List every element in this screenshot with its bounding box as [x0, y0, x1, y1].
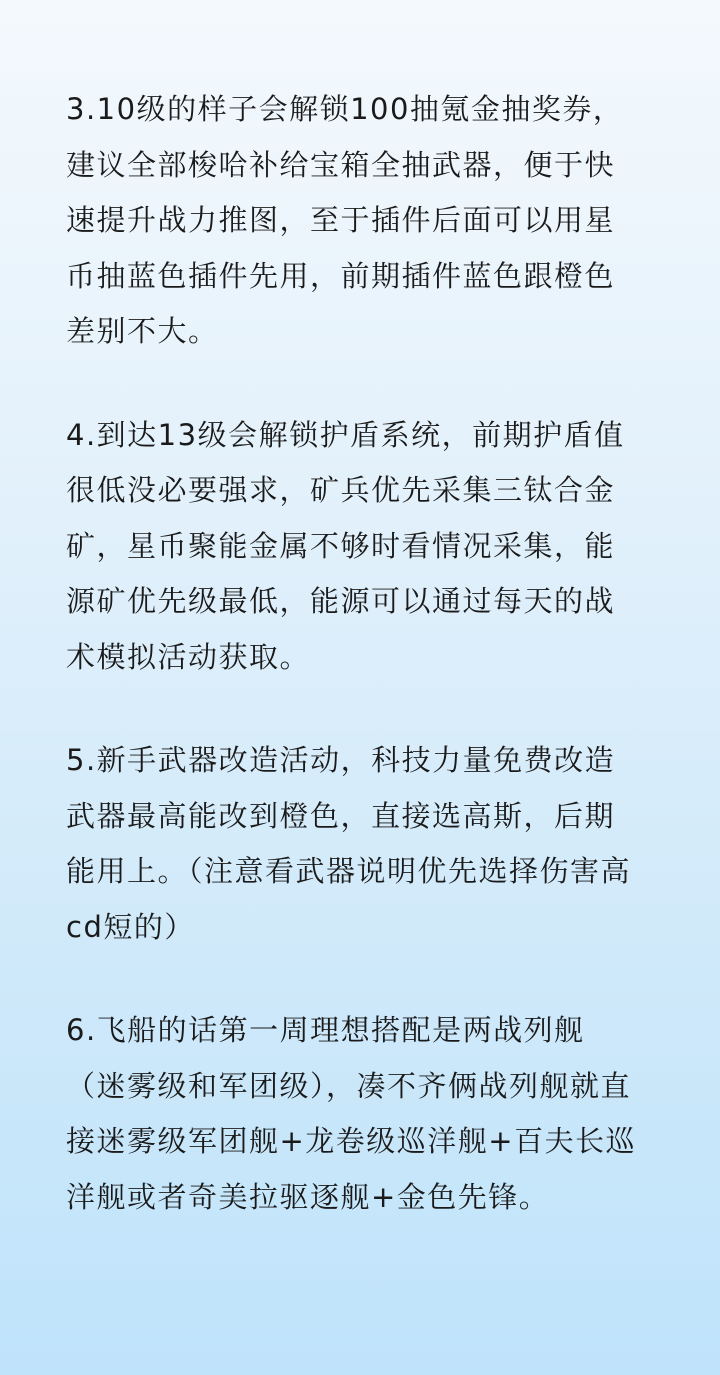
tip-paragraph-6: 6.飞船的话第一周理想搭配是两战列舰 （迷雾级和军团级），凑不齐俩战列舰就直 接迷雾级军团舰+龙卷级巡洋舰+百夫长巡 洋舰或者奇美拉驱逐舰+金色先锋。	[66, 1013, 637, 1214]
tips-article	[66, 82, 666, 1273]
tip-paragraph-3: 3.10级的样子会解锁100抽氪金抽奖券， 建议全部梭哈补给宝箱全抽武器，便于快 速提升战力推图，至于插件后面可以用星 币抽蓝色插件先用，前期插件蓝色跟橙色 差别不大。	[66, 92, 624, 348]
tip-paragraph-4: 4.到达13级会解锁护盾系统，前期护盾值 很低没必要强求，矿兵优先采集三钛合金 矿，星币聚能金属不够时看情况采集，能 源矿优先级最低，能源可以通过每天的战 术模拟活动获取。	[66, 417, 625, 674]
tip-paragraph-5: 5.新手武器改造活动，科技力量免费改造 武器最高能改到橙色，直接选高斯，后期 能用上。（注意看武器说明优先选择伤害高 cd短的）	[66, 743, 632, 944]
